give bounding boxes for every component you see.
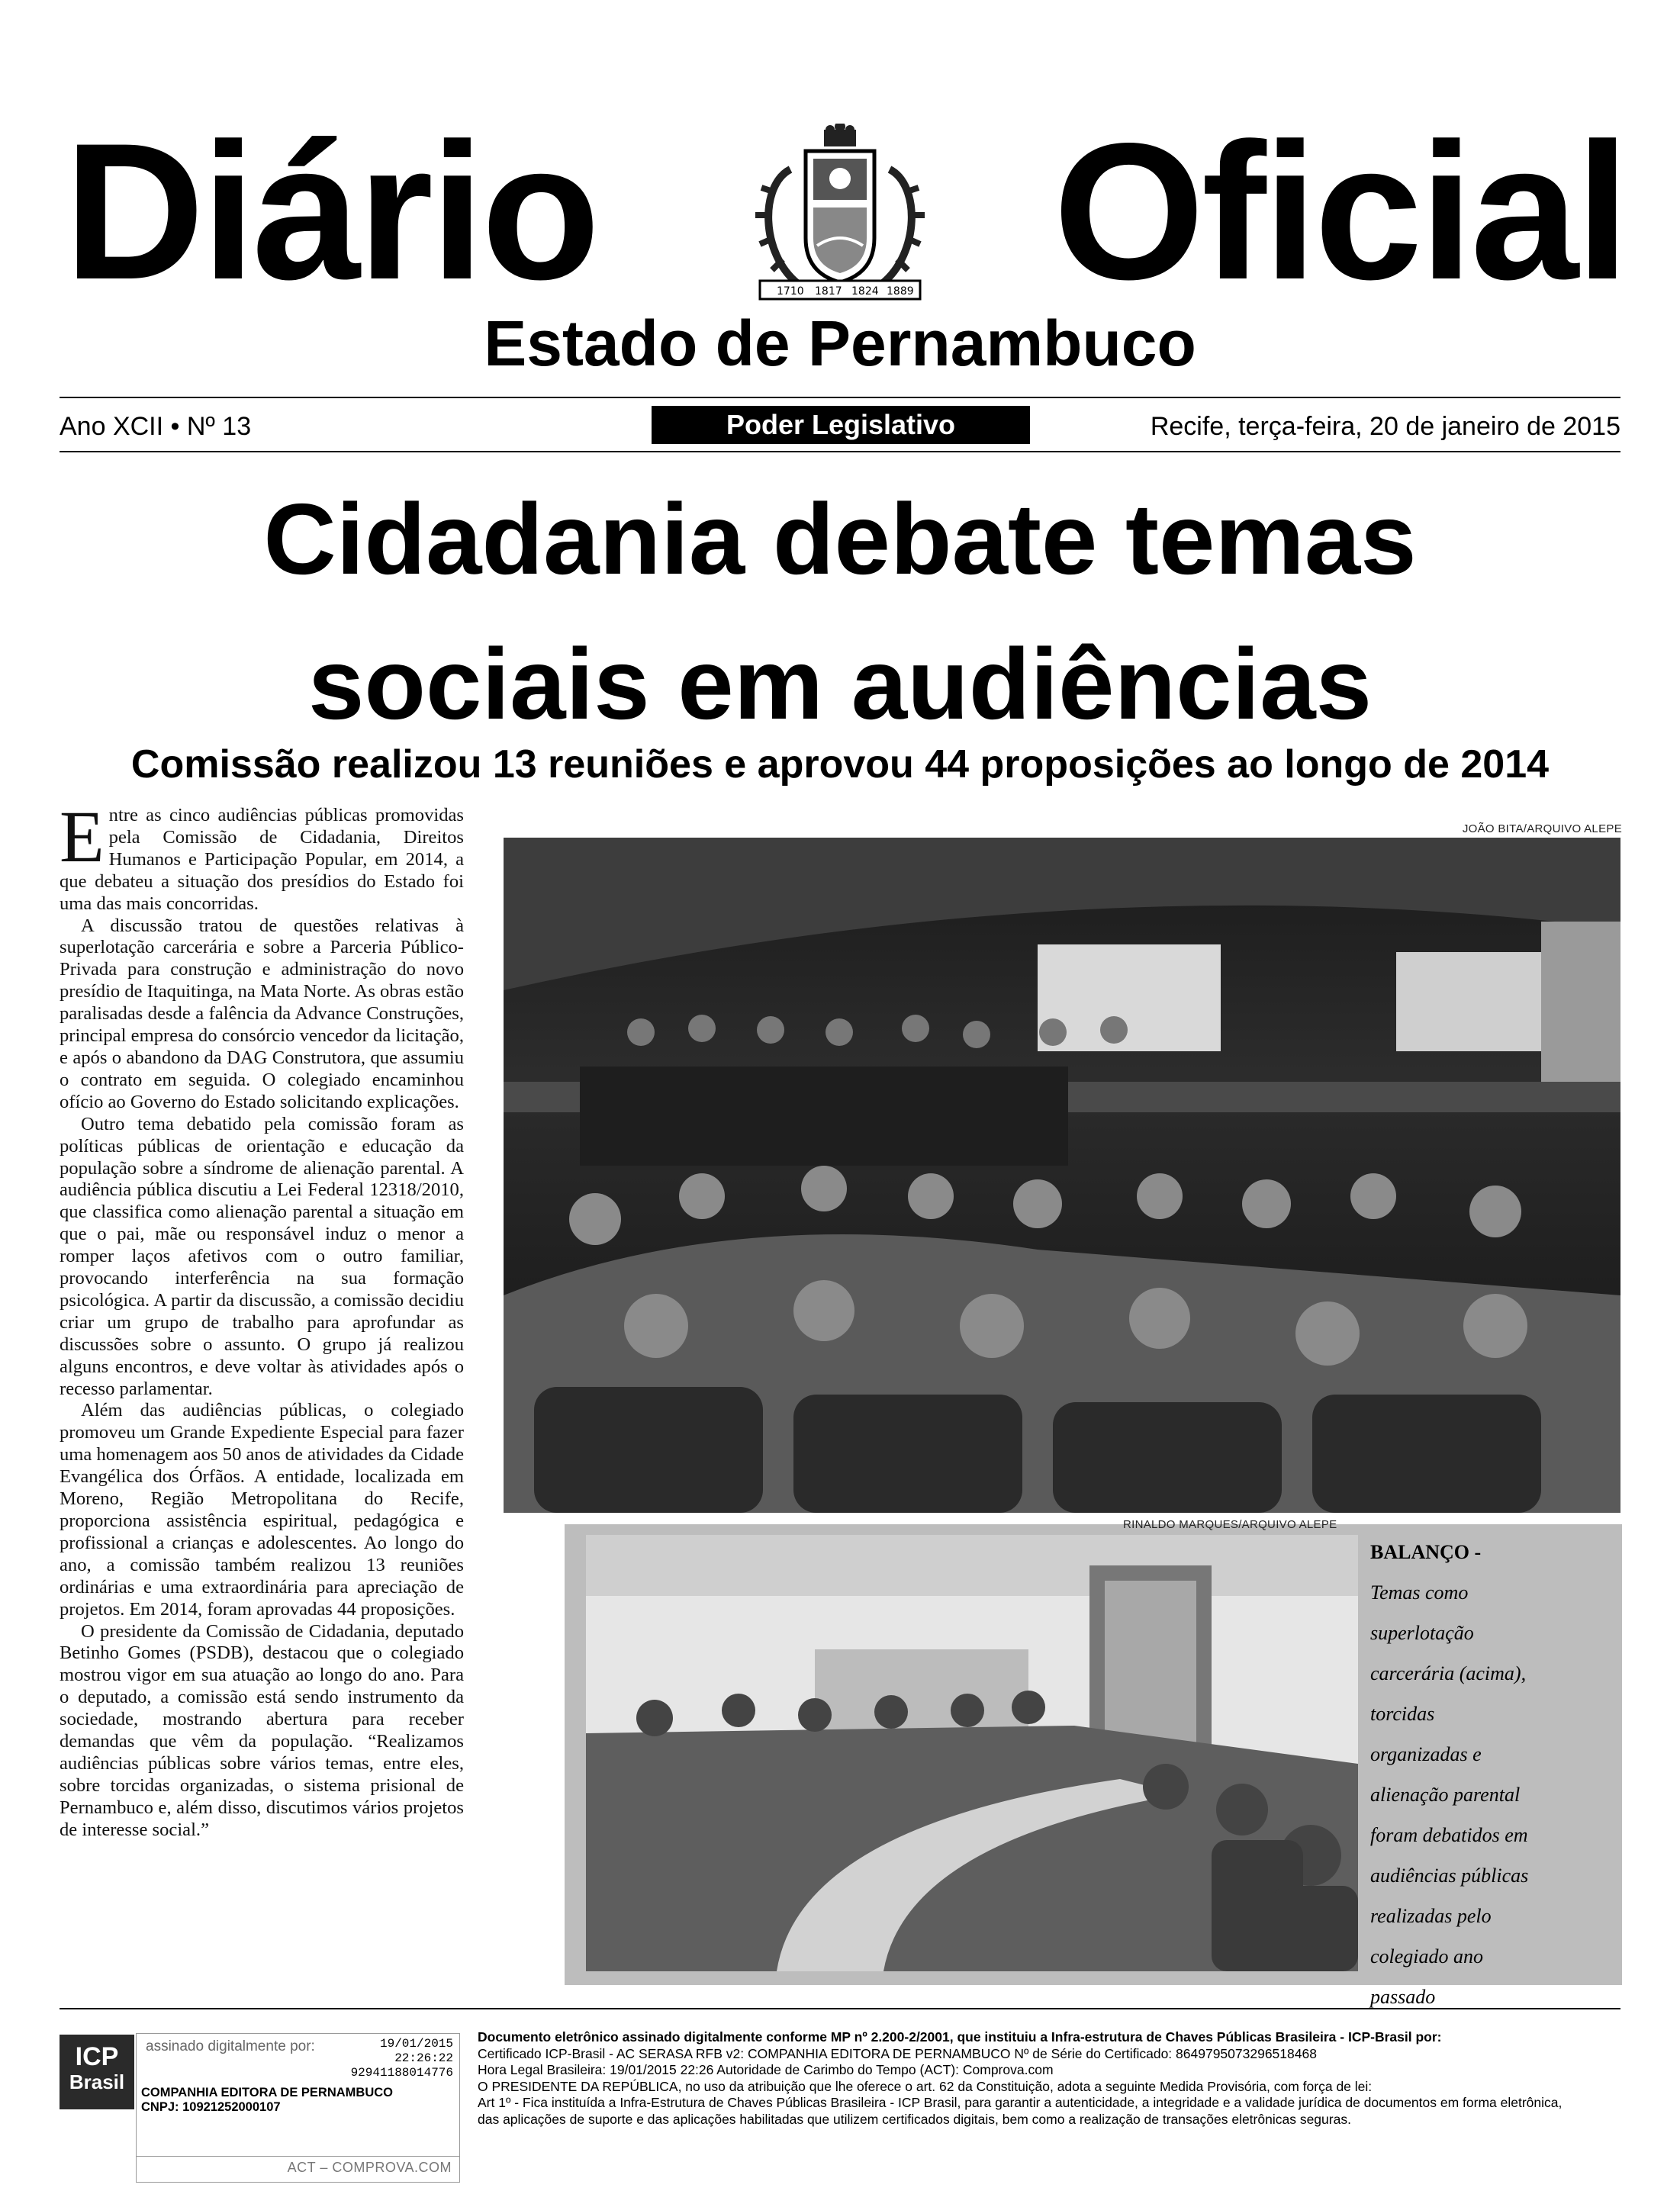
- main-photo-credit: JOÃO BITA/ARQUIVO ALEPE: [1462, 822, 1622, 835]
- caption-line: Temas como: [1370, 1581, 1469, 1604]
- article-paragraph: Além das audiências públicas, o colegiado promoveu um Grande Expediente Especial para fazer uma homenagem aos 50 anos de atividades da Cidade Evangélica dos Órfãos. A entidade, localizada em Moreno, Região Metropolitana do Recife, proporciona assistência espiritual, pedagógica e profissional a crianças e adolescentes. Ao longo do ano, a comissão também realizou 13 reuniões ordinárias e uma extraordinária para apreciação de projetos. Em 2014, foram aprovadas 44 proposições.: [60, 1400, 464, 1620]
- coat-year-1: 1710: [777, 285, 804, 298]
- info-bar-rule: [60, 451, 1620, 452]
- legal-line: O PRESIDENTE DA REPÚBLICA, no uso da atribuição que lhe oferece o art. 62 da Constituição, adota a seguinte Medida Provisória, com força de lei:: [478, 2078, 1373, 2094]
- legal-line: Hora Legal Brasileira: 19/01/2015 22:26 Autoridade de Carimbo do Tempo (ACT): Comprova.com: [478, 2062, 1054, 2077]
- stamp-cnpj: CNPJ: 10921252000107: [141, 2100, 281, 2114]
- legal-line: Documento eletrônico assinado digitalmente conforme MP nº 2.200-2/2001, que instituiu a Infra-estrutura de Chaves Públicas Brasileira - ICP-Brasil por:: [478, 2029, 1442, 2045]
- icp-logo-line-1: ICP: [75, 2042, 119, 2071]
- legal-line: das aplicações de suporte e das aplicações habilitadas que utilizem certificados digitais, bem como a realização de transações eletrônicas seguras.: [478, 2111, 1351, 2127]
- drop-cap: E: [60, 796, 105, 877]
- stamp-serial: 92941188014776: [350, 2066, 453, 2080]
- caption-line: passado: [1370, 1986, 1436, 2008]
- legal-line: Art 1º - Fica instituída a Infra-Estrutura de Chaves Públicas Brasileira - ICP Brasil, para garantir a autenticidade, a integridade e a validade jurídica de documentos em forma eletrônica,: [478, 2095, 1563, 2110]
- article-paragraph-text: ntre as cinco audiências públicas promovidas pela Comissão de Cidadania, Direitos Humanos e Participação Popular, em 2014, a que debateu a situação dos presídios do Estado foi uma das mais concorridas.: [60, 805, 464, 914]
- article-paragraph: [60, 796, 464, 915]
- auditorium-photo-image: [504, 838, 1620, 1513]
- main-photo: [504, 838, 1620, 1513]
- headline: [60, 467, 1620, 757]
- article-paragraph: Outro tema debatido pela comissão foram as políticas públicas de orientação e educação da população sobre a síndrome de alienação parental. A audiência pública discutiu a Lei Federal 12318/2010, que classifica como alienação parental a situação em que o pai, mãe ou responsável induz o menor a romper laços afetivos com o outro familiar, provocando interferência na sua formação psicológica. A partir da discussão, a comissão decidiu criar um grupo de trabalho para aprofundar as discussões sobre o assunto. O grupo já realizou alguns encontros, e deve voltar às atividades após o recesso parlamentar.: [60, 1113, 464, 1399]
- masthead-subtitle: Estado de Pernambuco: [484, 307, 1196, 379]
- article-body: [60, 796, 464, 1842]
- deck: Comissão realizou 13 reuniões e aprovou 44 proposições ao longo de 2014: [130, 742, 1550, 787]
- stamp-timestamp: [351, 2037, 453, 2080]
- masthead-title-oficial: Oficial: [1053, 103, 1627, 320]
- digital-signature-stamp: [60, 2033, 460, 2186]
- stamp-time: 22:26:22: [394, 2051, 453, 2065]
- section-label: Poder Legislativo: [652, 406, 1030, 444]
- caption-line: colegiado ano: [1370, 1945, 1484, 1967]
- caption-line: superlotação: [1370, 1622, 1474, 1644]
- info-bar: [60, 404, 1620, 447]
- pernambuco-coat-of-arms-icon: [745, 124, 935, 307]
- caption-line: torcidas: [1370, 1703, 1435, 1725]
- stamp-panel: [136, 2033, 460, 2183]
- icp-logo-line-2: Brasil: [69, 2070, 125, 2093]
- stamp-signed-label: assinado digitalmente por:: [146, 2038, 315, 2054]
- coat-year-3: 1824: [851, 285, 879, 298]
- masthead-title-diario: Diário: [64, 103, 597, 320]
- icp-brasil-logo-icon: [60, 2035, 134, 2109]
- stamp-company-name: COMPANHIA EDITORA DE PERNAMBUCO: [141, 2086, 394, 2099]
- caption-line: foram debatidos em: [1370, 1824, 1528, 1846]
- caption-line: organizadas e: [1370, 1743, 1482, 1765]
- coat-year-4: 1889: [887, 285, 914, 298]
- article-paragraph: O presidente da Comissão de Cidadania, deputado Betinho Gomes (PSDB), destacou que o colegiado mostrou vigor em sua atuação ao longo do ano. Para o deputado, a comissão está sendo instrumento da sociedade, mostrando abertura para receber demandas que vêm da população. “Realizamos audiências públicas sobre vários temas, entre eles, sobre torcidas organizadas, o sistema prisional de Pernambuco e, além disso, discutimos vários projetos de interesse social.”: [60, 1620, 464, 1840]
- headline-line-1: Cidadania debate temas: [263, 483, 1417, 595]
- caption-line: realizadas pelo: [1370, 1905, 1492, 1927]
- footer-rule: [60, 2008, 1620, 2009]
- second-photo: [586, 1535, 1358, 1971]
- caption-title: BALANÇO -: [1370, 1541, 1482, 1563]
- photo-caption: [1370, 1532, 1614, 2017]
- dateline: Recife, terça-feira, 20 de janeiro de 2015: [1150, 412, 1620, 441]
- headline-line-2: sociais em audiências: [307, 628, 1373, 740]
- stamp-date: 19/01/2015: [379, 2037, 453, 2051]
- coat-year-2: 1817: [815, 285, 842, 298]
- stamp-company: [141, 2086, 393, 2115]
- hearing-photo-image: [586, 1535, 1358, 1971]
- caption-line: audiências públicas: [1370, 1864, 1529, 1887]
- legal-notice: [478, 2029, 1622, 2128]
- article-paragraph: A discussão tratou de questões relativas à superlotação carcerária e sobre a Parceria Público-Privada para construção e administração do novo presídio de Itaquitinga, na Mata Norte. As obras estão paralisadas desde a falência da Advance Construções, principal empresa do consórcio vencedor da licitação, e após o abandono da DAG Construtora, que assumiu o contrato em seguida. O colegiado encaminhou ofício ao Governo do Estado solicitando explicações.: [60, 915, 464, 1112]
- edition-number: Ano XCII • Nº 13: [60, 412, 252, 441]
- caption-line: carcerária (acima),: [1370, 1662, 1527, 1684]
- second-photo-credit: RINALDO MARQUES/ARQUIVO ALEPE: [1123, 1518, 1337, 1531]
- top-rule: [60, 397, 1620, 398]
- caption-line: alienação parental: [1370, 1784, 1521, 1806]
- stamp-act: ACT – COMPROVA.COM: [137, 2156, 459, 2176]
- legal-line: Certificado ICP-Brasil - AC SERASA RFB v2: COMPANHIA EDITORA DE PERNAMBUCO Nº de Série do Certificado: 8649795073296518468: [478, 2045, 1317, 2061]
